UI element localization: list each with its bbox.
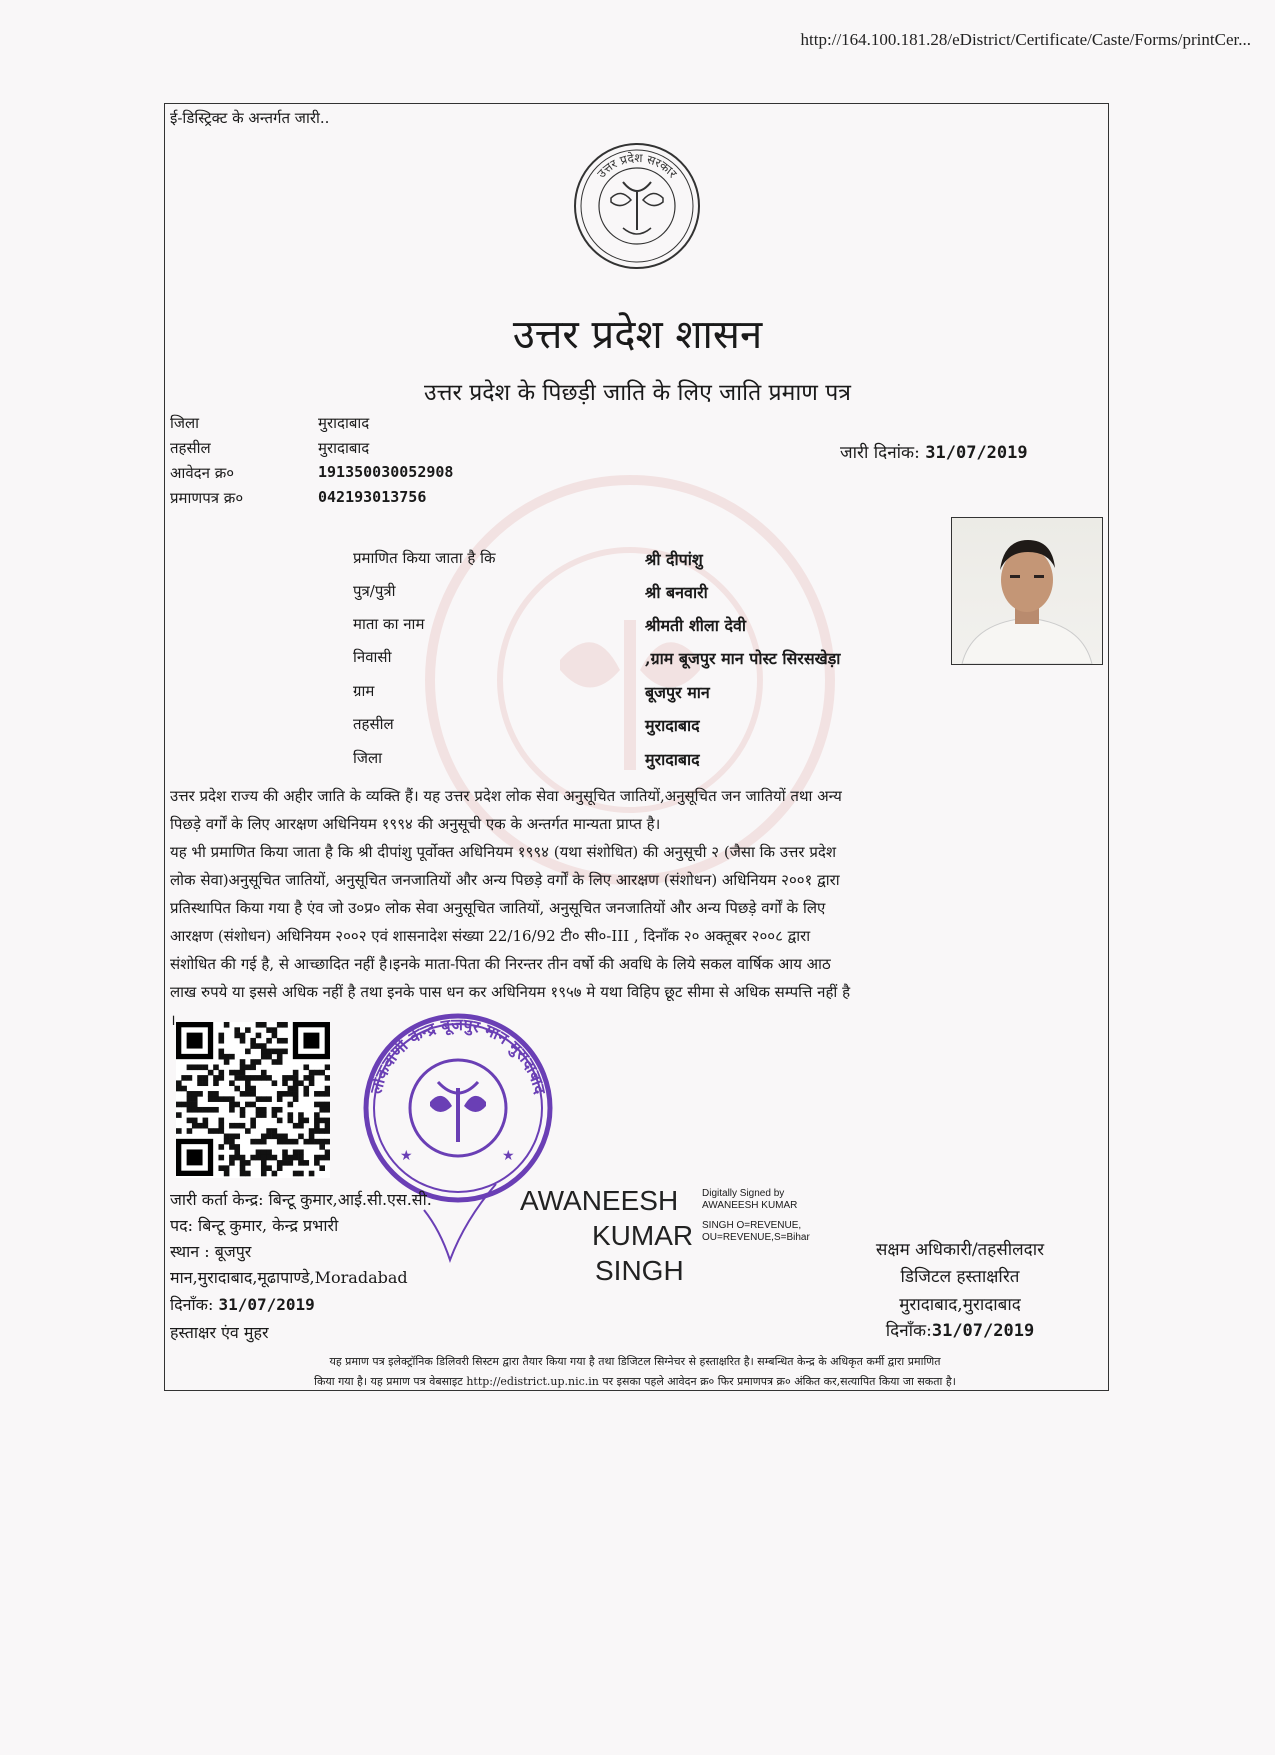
certification-paragraph (170, 838, 1100, 1034)
digital-sign-line: SINGH O=REVENUE, (702, 1220, 802, 1231)
caste-paragraph (170, 782, 1100, 838)
authority-date (820, 1318, 1100, 1341)
detail-value: श्री बनवारी (645, 583, 708, 602)
meta-application-value: 191350030052908 (318, 463, 454, 481)
meta-application-label: आवेदन क्र० (170, 464, 235, 482)
authority-place: मुरादाबाद,मुरादाबाद (899, 1295, 1021, 1315)
detail-label: निवासी (353, 648, 392, 666)
paragraph-line: लाख रुपये या इससे अधिक नहीं है तथा इनके पास धन कर अधिनियम १९५७ मे यथा विहिप छूट सीमा से अधिक सम्पत्ति नहीं है (170, 983, 851, 1001)
meta-certificate-label: प्रमाणपत्र क्र० (170, 489, 244, 507)
detail-value: मुरादाबाद (645, 750, 700, 769)
emblem-text: उत्तर प्रदेश सरकार (594, 150, 680, 181)
detail-label: माता का नाम (353, 615, 425, 633)
detail-value: श्री दीपांशु (645, 550, 703, 569)
paragraph-line: पिछड़े वर्गों के लिए आरक्षण अधिनियम १९९४ की अनुसूची एक के अन्तर्गत मान्यता प्राप्त है। (170, 815, 661, 833)
paragraph-line: प्रतिस्थापित किया गया है एंव जो उ०प्र० लोक सेवा अनुसूचित जातियों, अनुसूचित जनजातियों और अन्य पिछड़े वर्गों के लिए (170, 899, 826, 917)
stamp-text: लोकवाणी केन्द्र बूजपुर मान मुरादाबाद (366, 1014, 550, 1096)
qr-code[interactable] (176, 1022, 330, 1178)
detail-label: पुत्र/पुत्री (353, 582, 396, 600)
detail-label: जिला (353, 749, 383, 767)
issued-under-label: ई-डिस्ट्रिक्ट के अन्तर्गत जारी.. (170, 109, 330, 127)
authority-date-label: दिनाँक: (885, 1321, 932, 1341)
detail-value: ,ग्राम बूजपुर मान पोस्ट सिरसखेड़ा (645, 649, 841, 668)
paragraph-line: । (170, 1011, 176, 1029)
center-stamp-icon (360, 1010, 556, 1206)
issuer-sign-label: हस्ताक्षर एंव मुहर (170, 1323, 269, 1342)
paragraph-line: संशोधित की गई है, से आच्छादित नहीं है।इनके माता-पिता की निरन्तर तीन वर्षो की अवधि के लिये सकल वार्षिक आय आठ (170, 955, 831, 973)
paragraph-line: उत्तर प्रदेश राज्य की अहीर जाति के व्यक्ति हैं। यह उत्तर प्रदेश लोक सेवा अनुसूचित जातियों,अनुसूचित जन जातियों तथा अन्य (170, 787, 842, 805)
issue-date-label: जारी दिनांक: (840, 443, 920, 463)
svg-text:उत्तर प्रदेश सरकार (594, 151, 680, 182)
issuer-date-label: दिनाँक: (170, 1295, 214, 1314)
footer-note (170, 1352, 1100, 1392)
digital-sign-line: Digitally Signed by (702, 1188, 785, 1199)
digital-sign-details (702, 1188, 797, 1212)
digital-sign-line: OU=REVENUE,S=Bihar (702, 1232, 810, 1243)
digital-sign-line: AWANEESH KUMAR (702, 1200, 798, 1211)
svg-text:लोकवाणी केन्द्र बूजपुर मान मुर (366, 1015, 550, 1097)
issuer-place: स्थान : बूजपुर (170, 1242, 252, 1261)
issuer-date-value: 31/07/2019 (218, 1295, 315, 1314)
signer-name-2: KUMAR (592, 1220, 694, 1251)
meta-tehsil-value: मुरादाबाद (318, 439, 370, 457)
issuer-post: पद: बिन्टू कुमार, केन्द्र प्रभारी (170, 1216, 339, 1235)
certificate-subtitle: उत्तर प्रदेश के पिछड़ी जाति के लिए जाति प्रमाण पत्र (423, 380, 851, 406)
issuer-address: मान,मुरादाबाद,मूढापाण्डे,Moradabad (170, 1268, 408, 1287)
up-emblem-icon (571, 140, 703, 272)
authority-title: सक्षम अधिकारी/तहसीलदार (875, 1240, 1045, 1260)
detail-label: ग्राम (353, 682, 375, 700)
issue-date (840, 440, 1028, 463)
svg-text:★: ★ (400, 1148, 413, 1164)
signer-name-3: SINGH (595, 1255, 684, 1286)
authority-digital: डिजिटल हस्ताक्षरित (900, 1267, 1020, 1287)
footer-line: यह प्रमाण पत्र इलेक्ट्रॉनिक डिलिवरी सिस्टम द्वारा तैयार किया गया है तथा डिजिटल सिग्नेचर से हस्ताक्षरित है। सम्बन्धित केन्द्र के अधिकृत कर्मी द्वारा प्रमाणित (329, 1355, 941, 1368)
authority-date-value: 31/07/2019 (931, 1321, 1035, 1341)
detail-label: प्रमाणित किया जाता है कि (353, 549, 496, 567)
meta-district-value: मुरादाबाद (318, 414, 370, 432)
signature-check-icon (420, 1180, 500, 1270)
svg-text:★: ★ (502, 1148, 515, 1164)
detail-label: तहसील (353, 715, 394, 733)
detail-value: मुरादाबाद (645, 716, 700, 735)
digital-sign-org (702, 1220, 810, 1244)
meta-certificate-value: 042193013756 (318, 488, 427, 506)
page-title: उत्तर प्रदेश शासन (512, 312, 763, 358)
issuer-center: जारी कर्ता केन्द्र: बिन्टू कुमार,आई.सी.एस.सी. (170, 1190, 432, 1209)
signer-name-1: AWANEESH (520, 1185, 679, 1216)
page-url: http://164.100.181.28/eDistrict/Certificate/Caste/Forms/printCer... (800, 30, 1251, 49)
meta-tehsil-label: तहसील (170, 439, 211, 457)
detail-value: श्रीमती शीला देवी (645, 616, 746, 635)
footer-line: किया गया है। यह प्रमाण पत्र वेबसाइट http://edistrict.up.nic.in पर इसका पहले आवेदन क्र० फिर प्रमाणपत्र क्र० अंकित कर,सत्यापित किया जा सकता है। (314, 1375, 956, 1388)
paragraph-line: आरक्षण (संशोधन) अधिनियम २००२ एवं शासनादेश संख्या 22/16/92 टी० सी०-III , दिनाँक २० अक्तूबर २००८ द्वारा (170, 927, 811, 945)
paragraph-line: लोक सेवा)अनुसूचित जातियों, अनुसूचित जनजातियों और अन्य पिछड़े वर्गों के लिए आरक्षण (संशोधन) अधिनियम २००१ द्वारा (170, 871, 840, 889)
issue-date-value: 31/07/2019 (925, 443, 1028, 463)
meta-district-label: जिला (170, 414, 200, 432)
detail-value: बूजपुर मान (645, 683, 710, 702)
applicant-photo (951, 517, 1103, 665)
issuer-date (170, 1293, 315, 1315)
paragraph-line: यह भी प्रमाणित किया जाता है कि श्री दीपांशु पूर्वोक्त अधिनियम १९९४ (यथा संशोधित) की अनुसूची २ (जैसा कि उत्तर प्रदेश (170, 843, 837, 861)
person-silhouette-icon (952, 518, 1102, 664)
